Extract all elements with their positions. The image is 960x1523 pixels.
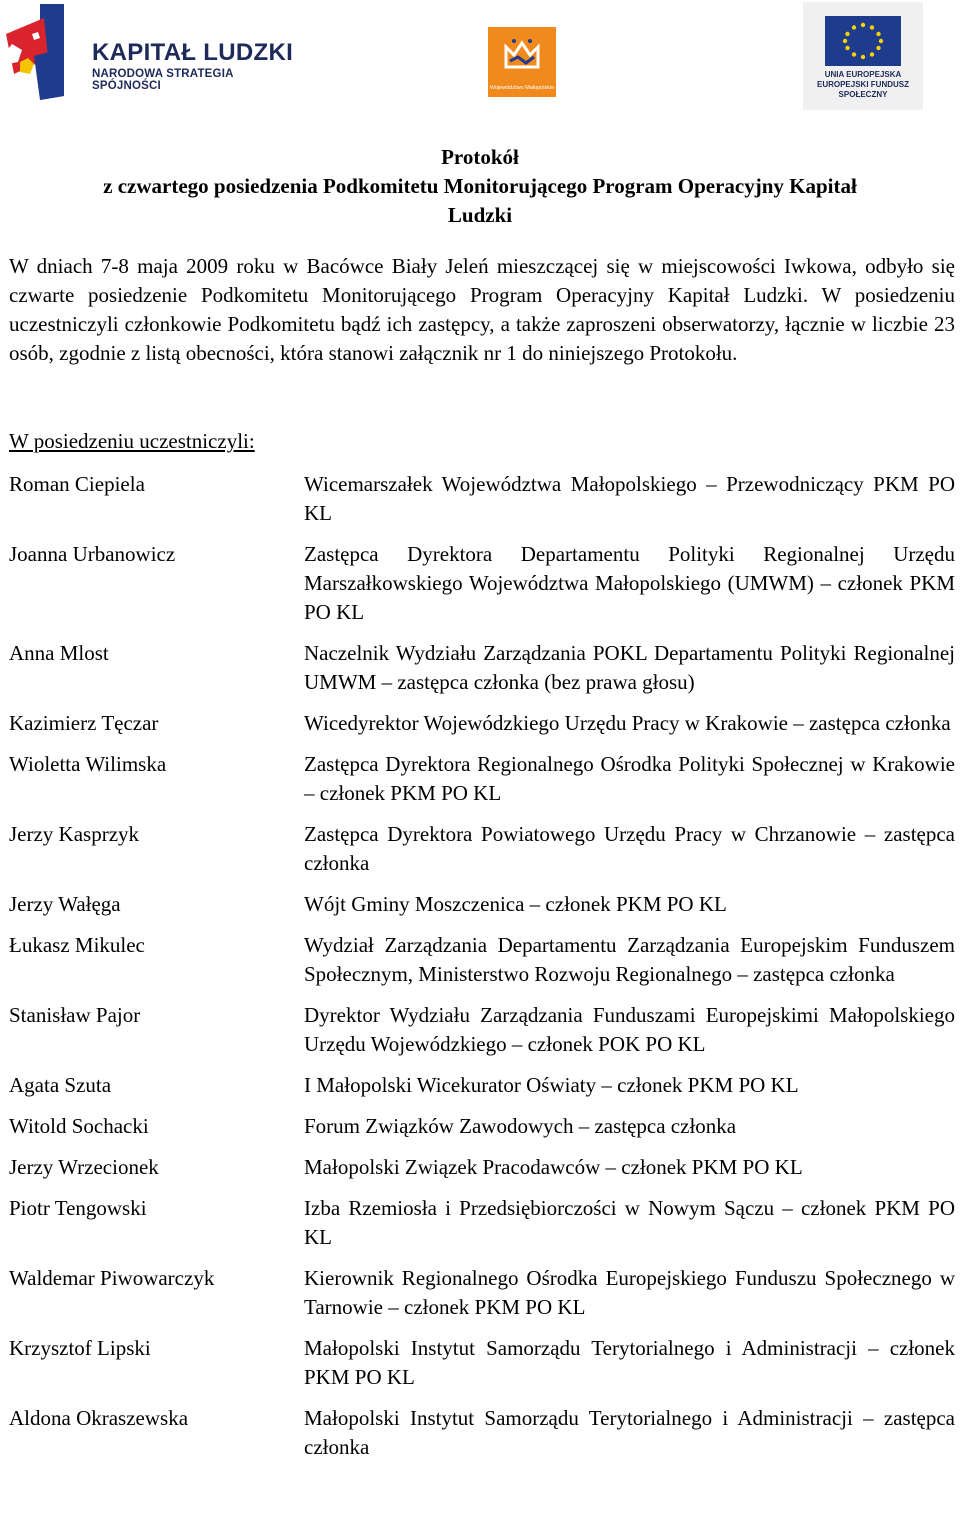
participant-row xyxy=(9,890,955,919)
participant-name: Kazimierz Tęczar xyxy=(9,711,159,735)
participant-name: Łukasz Mikulec xyxy=(9,933,145,957)
eu-line-2: EUROPEJSKI FUNDUSZ xyxy=(816,80,909,89)
participant-name: Stanisław Pajor xyxy=(9,1003,141,1027)
participant-name: Piotr Tengowski xyxy=(9,1196,147,1220)
eu-line-1: UNIA EUROPEJSKA xyxy=(824,70,902,79)
participant-row xyxy=(9,1264,955,1322)
header-logos xyxy=(0,0,960,112)
participant-row xyxy=(9,750,955,808)
wojewodztwo-label: Województwo Małopolskie xyxy=(489,85,555,91)
participant-name: Jerzy Wrzecionek xyxy=(9,1155,159,1179)
eu-text xyxy=(803,70,923,100)
participant-role: Małopolski Związek Pracodawców – członek PKM PO KL xyxy=(304,1155,803,1179)
participant-role: Kierownik Regionalnego Ośrodka Europejskiego Funduszu Społecznego w Tarnowie – członek PKM PO KL xyxy=(304,1266,955,1319)
participant-name: Jerzy Kasprzyk xyxy=(9,822,140,846)
document-subtitle-line-1: z czwartego posiedzenia Podkomitetu Monitorującego Program Operacyjny Kapitał xyxy=(103,174,857,198)
eu-flag-icon xyxy=(803,2,923,68)
participant-role: Wicedyrektor Wojewódzkiego Urzędu Pracy w Krakowie – zastępca członka xyxy=(304,711,951,735)
participant-row xyxy=(9,1001,955,1059)
participant-role: Izba Rzemiosła i Przedsiębiorczości w Nowym Sączu – członek PKM PO KL xyxy=(304,1196,955,1249)
participants-list xyxy=(9,470,955,1474)
participant-role: Zastępca Dyrektora Regionalnego Ośrodka Polityki Społecznej w Krakowie – członek PKM PO KL xyxy=(304,752,955,805)
participant-row xyxy=(9,639,955,697)
participant-row xyxy=(9,1071,955,1100)
kapital-ludzki-subtitle: NARODOWA STRATEGIA SPÓJNOŚCI xyxy=(92,68,234,92)
participant-name: Agata Szuta xyxy=(9,1073,112,1097)
participant-role: Naczelnik Wydziału Zarządzania POKL Departamentu Polityki Regionalnej UMWM – zastępca członka (bez prawa głosu) xyxy=(304,641,955,694)
participant-role: Forum Związków Zawodowych – zastępca członka xyxy=(304,1114,737,1138)
participant-role: Zastępca Dyrektora Departamentu Polityki Regionalnej Urzędu Marszałkowskiego Województwa Małopolskiego (UMWM) – członek PKM PO KL xyxy=(304,542,955,624)
kapital-ludzki-emblem-icon xyxy=(4,4,74,100)
participant-row xyxy=(9,1112,955,1141)
participant-row xyxy=(9,1194,955,1252)
participant-row xyxy=(9,1404,955,1462)
participant-name: Joanna Urbanowicz xyxy=(9,542,176,566)
participant-name: Roman Ciepiela xyxy=(9,472,145,496)
wojewodztwo-malopolskie-logo xyxy=(488,27,556,97)
participant-row xyxy=(9,1153,955,1182)
participant-role: I Małopolski Wicekurator Oświaty – członek PKM PO KL xyxy=(304,1073,799,1097)
participant-role: Dyrektor Wydziału Zarządzania Funduszami Europejskimi Małopolskiego Urzędu Wojewódzkiego – członek POK PO KL xyxy=(304,1003,955,1056)
participant-role: Małopolski Instytut Samorządu Terytorialnego i Administracji – zastępca członka xyxy=(304,1406,955,1459)
participant-name: Krzysztof Lipski xyxy=(9,1336,151,1360)
participant-role: Wydział Zarządzania Departamentu Zarządzania Europejskim Funduszem Społecznym, Ministerstwo Rozwoju Regionalnego – zastępca członka xyxy=(304,933,955,986)
participant-name: Jerzy Wałęga xyxy=(9,892,121,916)
kapital-ludzki-logo xyxy=(4,4,304,100)
document-title: Protokół xyxy=(441,145,519,169)
document-subtitle-line-2: Ludzki xyxy=(447,203,513,227)
participant-row xyxy=(9,931,955,989)
participant-name: Witold Sochacki xyxy=(9,1114,149,1138)
kapital-ludzki-title: KAPITAŁ LUDZKI xyxy=(92,39,294,66)
participant-row xyxy=(9,709,955,738)
participant-name: Waldemar Piwowarczyk xyxy=(9,1266,215,1290)
participant-role: Małopolski Instytut Samorządu Terytorialnego i Administracji – członek PKM PO KL xyxy=(304,1336,955,1389)
participant-row xyxy=(9,820,955,878)
participant-row xyxy=(9,540,955,627)
participant-name: Aldona Okraszewska xyxy=(9,1406,189,1430)
participant-role: Zastępca Dyrektora Powiatowego Urzędu Pracy w Chrzanowie – zastępca członka xyxy=(304,822,955,875)
eu-efs-logo xyxy=(803,2,923,110)
participant-role: Wójt Gminy Moszczenica – członek PKM PO KL xyxy=(304,892,727,916)
eu-line-3: SPOŁECZNY xyxy=(838,90,888,99)
participant-name: Anna Mlost xyxy=(9,641,109,665)
participant-role: Wicemarszałek Województwa Małopolskiego – Przewodniczący PKM PO KL xyxy=(304,472,955,525)
participant-row xyxy=(9,470,955,528)
participant-name: Wioletta Wilimska xyxy=(9,752,167,776)
intro-paragraph: W dniach 7-8 maja 2009 roku w Bacówce Biały Jeleń mieszczącej się w miejscowości Iwkowa, odbyło się czwarte posiedzenie Podkomitetu Monitorującego Program Operacyjny Kapitał Ludzki. W posiedzeniu uczestniczyli członkowie Podkomitetu bądź ich zastępcy, a także zaproszeni obserwatorzy, łącznie w liczbie 23 osób, zgodnie z listą obecności, która stanowi załącznik nr 1 do niniejszego Protokołu. xyxy=(9,254,955,365)
participants-heading: W posiedzeniu uczestniczyli: xyxy=(9,429,255,453)
participant-row xyxy=(9,1334,955,1392)
